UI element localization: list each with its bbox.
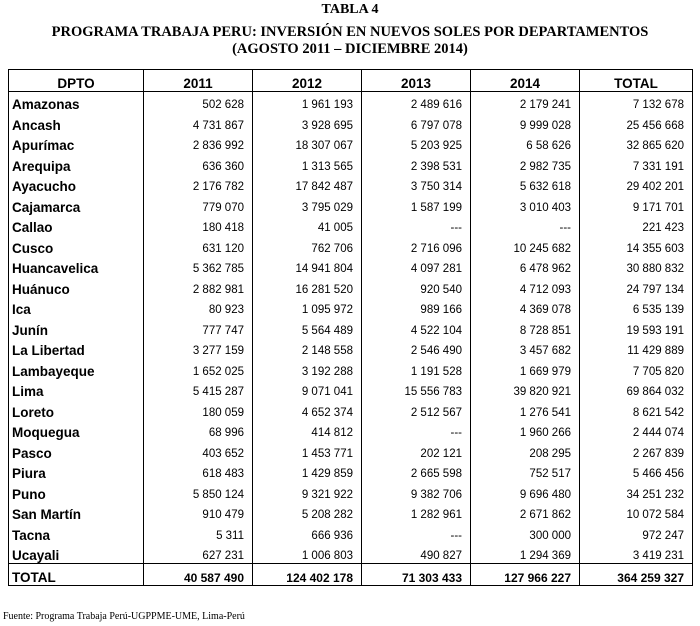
table-row bbox=[9, 338, 693, 359]
table-row bbox=[9, 481, 693, 502]
cell-2012: 1 313 565 bbox=[253, 153, 362, 174]
cell-2011: 5 850 124 bbox=[144, 481, 253, 502]
table-row bbox=[9, 522, 693, 543]
cell-total: 24 797 134 bbox=[580, 276, 693, 297]
cell-2012: 666 936 bbox=[253, 522, 362, 543]
total-2013: 71 303 433 bbox=[362, 564, 471, 586]
cell-2012: 762 706 bbox=[253, 235, 362, 256]
cell-dpto: Piura bbox=[9, 461, 144, 482]
cell-dpto: Huancavelica bbox=[9, 256, 144, 277]
cell-2012: 1 453 771 bbox=[253, 440, 362, 461]
cell-2014: --- bbox=[471, 215, 580, 236]
cell-2011: 777 747 bbox=[144, 317, 253, 338]
cell-2011: 779 070 bbox=[144, 194, 253, 215]
cell-2011: 2 176 782 bbox=[144, 174, 253, 195]
cell-2013: 5 203 925 bbox=[362, 133, 471, 154]
table-label: TABLA 4 bbox=[321, 2, 379, 17]
cell-2014: 1 960 266 bbox=[471, 420, 580, 441]
cell-2014: 208 295 bbox=[471, 440, 580, 461]
cell-total: 221 423 bbox=[580, 215, 693, 236]
cell-2011: 68 996 bbox=[144, 420, 253, 441]
cell-2011: 1 652 025 bbox=[144, 358, 253, 379]
header-dpto: DPTO bbox=[9, 70, 144, 92]
cell-2011: 80 923 bbox=[144, 297, 253, 318]
cell-total: 8 621 542 bbox=[580, 399, 693, 420]
cell-2014: 10 245 682 bbox=[471, 235, 580, 256]
cell-dpto: Callao bbox=[9, 215, 144, 236]
cell-total: 34 251 232 bbox=[580, 481, 693, 502]
cell-total: 2 444 074 bbox=[580, 420, 693, 441]
table-row bbox=[9, 440, 693, 461]
cell-2011: 5 311 bbox=[144, 522, 253, 543]
cell-2014: 1 294 369 bbox=[471, 543, 580, 564]
cell-2013: 6 797 078 bbox=[362, 112, 471, 133]
cell-2013: 1 587 199 bbox=[362, 194, 471, 215]
cell-2014: 9 696 480 bbox=[471, 481, 580, 502]
table-row bbox=[9, 215, 693, 236]
source-note: Fuente: Programa Trabaja Perú-UGPPME-UME, Lima-Perú bbox=[3, 611, 245, 622]
header-2014: 2014 bbox=[471, 70, 580, 92]
header-total: TOTAL bbox=[580, 70, 693, 92]
cell-2013: 4 522 104 bbox=[362, 317, 471, 338]
cell-total: 69 864 032 bbox=[580, 379, 693, 400]
table-row bbox=[9, 256, 693, 277]
cell-total: 7 705 820 bbox=[580, 358, 693, 379]
cell-dpto: Tacna bbox=[9, 522, 144, 543]
table-row bbox=[9, 399, 693, 420]
cell-2012: 3 928 695 bbox=[253, 112, 362, 133]
cell-2013: 3 750 314 bbox=[362, 174, 471, 195]
table-header bbox=[9, 70, 693, 92]
cell-2011: 502 628 bbox=[144, 91, 253, 112]
cell-2014: 2 179 241 bbox=[471, 91, 580, 112]
cell-2011: 631 120 bbox=[144, 235, 253, 256]
table-row bbox=[9, 174, 693, 195]
cell-2011: 180 059 bbox=[144, 399, 253, 420]
table-row bbox=[9, 297, 693, 318]
cell-dpto: Loreto bbox=[9, 399, 144, 420]
cell-2014: 5 632 618 bbox=[471, 174, 580, 195]
cell-2012: 9 071 041 bbox=[253, 379, 362, 400]
cell-2012: 5 564 489 bbox=[253, 317, 362, 338]
cell-2011: 5 362 785 bbox=[144, 256, 253, 277]
cell-2011: 403 652 bbox=[144, 440, 253, 461]
cell-2014: 2 982 735 bbox=[471, 153, 580, 174]
cell-2011: 2 882 981 bbox=[144, 276, 253, 297]
cell-2012: 4 652 374 bbox=[253, 399, 362, 420]
total-2014: 127 966 227 bbox=[471, 564, 580, 586]
cell-2013: --- bbox=[362, 420, 471, 441]
cell-2013: --- bbox=[362, 215, 471, 236]
cell-2012: 3 795 029 bbox=[253, 194, 362, 215]
table-row bbox=[9, 543, 693, 564]
cell-total: 7 331 191 bbox=[580, 153, 693, 174]
table-row bbox=[9, 461, 693, 482]
table-title: PROGRAMA TRABAJA PERU: INVERSIÓN EN NUEVOS SOLES POR DEPARTAMENTOS bbox=[51, 24, 649, 40]
cell-2013: 4 097 281 bbox=[362, 256, 471, 277]
table-row bbox=[9, 112, 693, 133]
cell-2011: 180 418 bbox=[144, 215, 253, 236]
cell-2014: 3 010 403 bbox=[471, 194, 580, 215]
cell-2012: 1 429 859 bbox=[253, 461, 362, 482]
cell-dpto: Apurímac bbox=[9, 133, 144, 154]
cell-dpto: Pasco bbox=[9, 440, 144, 461]
cell-total: 30 880 832 bbox=[580, 256, 693, 277]
cell-2012: 41 005 bbox=[253, 215, 362, 236]
cell-2014: 1 669 979 bbox=[471, 358, 580, 379]
cell-2014: 4 369 078 bbox=[471, 297, 580, 318]
cell-dpto: Ica bbox=[9, 297, 144, 318]
cell-2014: 8 728 851 bbox=[471, 317, 580, 338]
cell-dpto: Ancash bbox=[9, 112, 144, 133]
cell-dpto: Cajamarca bbox=[9, 194, 144, 215]
cell-dpto: Junín bbox=[9, 317, 144, 338]
table-row bbox=[9, 91, 693, 112]
cell-2013: 2 716 096 bbox=[362, 235, 471, 256]
cell-2011: 636 360 bbox=[144, 153, 253, 174]
cell-dpto: Amazonas bbox=[9, 91, 144, 112]
cell-2013: 1 191 528 bbox=[362, 358, 471, 379]
cell-2013: 2 512 567 bbox=[362, 399, 471, 420]
cell-2014: 4 712 093 bbox=[471, 276, 580, 297]
total-label: TOTAL bbox=[9, 564, 144, 586]
cell-total: 2 267 839 bbox=[580, 440, 693, 461]
cell-dpto: Cusco bbox=[9, 235, 144, 256]
cell-2014: 39 820 921 bbox=[471, 379, 580, 400]
cell-total: 10 072 584 bbox=[580, 502, 693, 523]
cell-total: 19 593 191 bbox=[580, 317, 693, 338]
table-row bbox=[9, 358, 693, 379]
cell-2013: 15 556 783 bbox=[362, 379, 471, 400]
cell-2011: 910 479 bbox=[144, 502, 253, 523]
cell-total: 29 402 201 bbox=[580, 174, 693, 195]
table-row bbox=[9, 153, 693, 174]
cell-2012: 414 812 bbox=[253, 420, 362, 441]
header-2012: 2012 bbox=[253, 70, 362, 92]
cell-total: 25 456 668 bbox=[580, 112, 693, 133]
table-row bbox=[9, 276, 693, 297]
cell-2013: --- bbox=[362, 522, 471, 543]
cell-2013: 2 489 616 bbox=[362, 91, 471, 112]
cell-2013: 989 166 bbox=[362, 297, 471, 318]
table-row bbox=[9, 317, 693, 338]
cell-2012: 1 095 972 bbox=[253, 297, 362, 318]
table-body bbox=[9, 91, 693, 564]
cell-2013: 2 546 490 bbox=[362, 338, 471, 359]
header-2011: 2011 bbox=[144, 70, 253, 92]
cell-total: 972 247 bbox=[580, 522, 693, 543]
cell-dpto: Puno bbox=[9, 481, 144, 502]
cell-total: 11 429 889 bbox=[580, 338, 693, 359]
cell-2012: 16 281 520 bbox=[253, 276, 362, 297]
cell-total: 5 466 456 bbox=[580, 461, 693, 482]
cell-2012: 5 208 282 bbox=[253, 502, 362, 523]
cell-2012: 1 006 803 bbox=[253, 543, 362, 564]
cell-dpto: San Martín bbox=[9, 502, 144, 523]
table-row bbox=[9, 420, 693, 441]
cell-2013: 2 665 598 bbox=[362, 461, 471, 482]
cell-2014: 1 276 541 bbox=[471, 399, 580, 420]
cell-2011: 2 836 992 bbox=[144, 133, 253, 154]
cell-2011: 3 277 159 bbox=[144, 338, 253, 359]
total-2011: 40 587 490 bbox=[144, 564, 253, 586]
cell-2014: 6 478 962 bbox=[471, 256, 580, 277]
cell-dpto: Huánuco bbox=[9, 276, 144, 297]
table-subtitle: (AGOSTO 2011 – DICIEMBRE 2014) bbox=[232, 41, 468, 57]
header-2013: 2013 bbox=[362, 70, 471, 92]
cell-total: 9 171 701 bbox=[580, 194, 693, 215]
cell-2012: 2 148 558 bbox=[253, 338, 362, 359]
cell-2013: 1 282 961 bbox=[362, 502, 471, 523]
cell-2011: 5 415 287 bbox=[144, 379, 253, 400]
cell-2012: 1 961 193 bbox=[253, 91, 362, 112]
total-row bbox=[9, 564, 693, 586]
cell-2013: 2 398 531 bbox=[362, 153, 471, 174]
table-footer bbox=[9, 564, 693, 586]
table-row bbox=[9, 133, 693, 154]
cell-2011: 4 731 867 bbox=[144, 112, 253, 133]
cell-2014: 2 671 862 bbox=[471, 502, 580, 523]
cell-dpto: Moquegua bbox=[9, 420, 144, 441]
cell-2012: 9 321 922 bbox=[253, 481, 362, 502]
cell-2012: 17 842 487 bbox=[253, 174, 362, 195]
cell-total: 14 355 603 bbox=[580, 235, 693, 256]
cell-2014: 3 457 682 bbox=[471, 338, 580, 359]
header-row bbox=[9, 70, 693, 92]
cell-dpto: Ucayali bbox=[9, 543, 144, 564]
cell-2012: 14 941 804 bbox=[253, 256, 362, 277]
total-total: 364 259 327 bbox=[580, 564, 693, 586]
cell-2013: 920 540 bbox=[362, 276, 471, 297]
table-row bbox=[9, 502, 693, 523]
total-2012: 124 402 178 bbox=[253, 564, 362, 586]
cell-dpto: Arequipa bbox=[9, 153, 144, 174]
cell-total: 7 132 678 bbox=[580, 91, 693, 112]
cell-2014: 752 517 bbox=[471, 461, 580, 482]
cell-dpto: Ayacucho bbox=[9, 174, 144, 195]
cell-2013: 490 827 bbox=[362, 543, 471, 564]
cell-2011: 627 231 bbox=[144, 543, 253, 564]
cell-2012: 18 307 067 bbox=[253, 133, 362, 154]
cell-2014: 6 58 626 bbox=[471, 133, 580, 154]
cell-dpto: Lambayeque bbox=[9, 358, 144, 379]
table-row bbox=[9, 235, 693, 256]
cell-2013: 202 121 bbox=[362, 440, 471, 461]
investment-table bbox=[8, 69, 693, 586]
table-row bbox=[9, 379, 693, 400]
cell-total: 32 865 620 bbox=[580, 133, 693, 154]
cell-2011: 618 483 bbox=[144, 461, 253, 482]
table-row bbox=[9, 194, 693, 215]
cell-dpto: Lima bbox=[9, 379, 144, 400]
cell-2014: 9 999 028 bbox=[471, 112, 580, 133]
cell-total: 3 419 231 bbox=[580, 543, 693, 564]
cell-2013: 9 382 706 bbox=[362, 481, 471, 502]
cell-2014: 300 000 bbox=[471, 522, 580, 543]
cell-dpto: La Libertad bbox=[9, 338, 144, 359]
cell-2012: 3 192 288 bbox=[253, 358, 362, 379]
cell-total: 6 535 139 bbox=[580, 297, 693, 318]
